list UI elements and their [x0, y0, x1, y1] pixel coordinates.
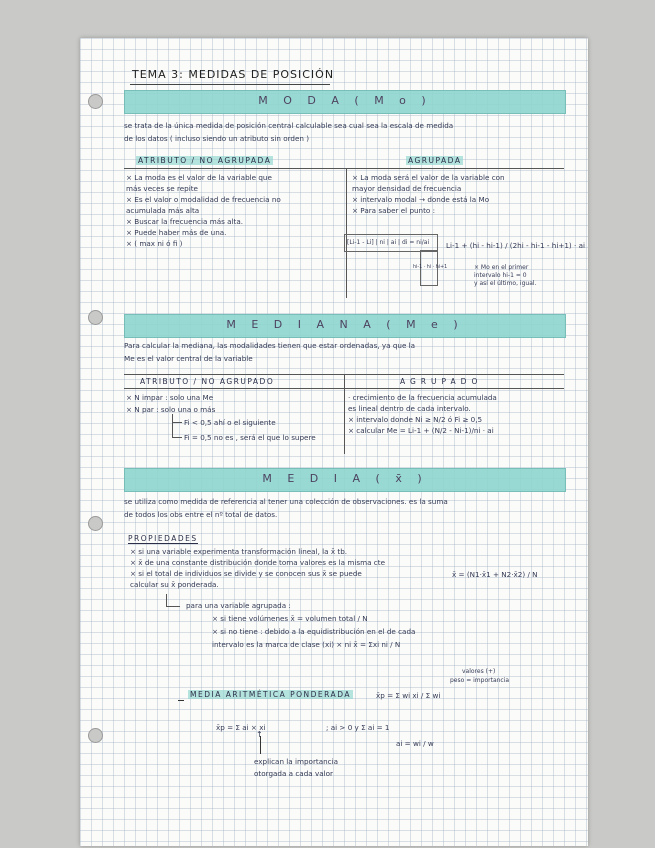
- binder-hole: [88, 94, 103, 109]
- mediana-banner: [124, 314, 566, 338]
- arrow-up-icon: ↑: [256, 730, 263, 739]
- pond-condition: ; ai > 0 y Σ ai = 1: [326, 723, 390, 732]
- binder-hole: [88, 728, 103, 743]
- pond-note: peso = importancia: [450, 677, 510, 684]
- moda-left-item: × Es el valor o modalidad de frecuencia no: [126, 195, 281, 204]
- moda-left-heading: [136, 156, 273, 165]
- moda-right-item: mayor densidad de frecuencia: [352, 184, 462, 193]
- mediana-branch: Fi = 0,5 no es , será el que lo supere: [184, 433, 316, 442]
- pond-weight: ai = wi / w: [396, 739, 434, 748]
- pond-formula-2: x̄p = Σ ai × xi: [216, 723, 266, 732]
- branch-line: [172, 422, 182, 423]
- pond-heading: [188, 690, 353, 699]
- binder-hole: [88, 310, 103, 325]
- media-def-line1: se utiliza como medida de referencia al tener una colección de observaciones. es la suma: [124, 497, 448, 506]
- moda-left-list: [126, 172, 281, 249]
- branch-line: [166, 594, 167, 606]
- page-title: TEMA 3: MEDIDAS DE POSICIÓN: [132, 68, 335, 81]
- mediana-right-item: es lineal dentro de cada intervalo.: [348, 404, 471, 413]
- propiedad-item: calcular su x̄ ponderada.: [130, 580, 219, 589]
- pond-heading-text: MEDIA ARITMÉTICA PONDERADA: [190, 690, 351, 699]
- mediana-column-divider: [344, 374, 345, 454]
- moda-def-line2: de los datos ( incluso siendo un atributo sin orden ): [124, 134, 310, 143]
- moda-note: intervalo hi-1 = 0: [474, 272, 527, 279]
- mediana-banner-text: M E D I A N A ( M e ): [226, 318, 464, 331]
- mediana-right-item: × intervalo donde Ni ≥ N/2 ó Fi ≥ 0,5: [348, 415, 483, 424]
- moda-freq-table-head-text: [Li-1 - Li] | ni | ai | di = ni/ai: [347, 239, 430, 246]
- moda-left-item: acumulada más alta: [126, 206, 200, 215]
- media-banner: [124, 468, 566, 492]
- moda-right-heading-text: AGRUPADA: [408, 156, 462, 165]
- moda-column-divider: [346, 168, 347, 298]
- mediana-def-line1: Para calcular la mediana, las modalidades tienen que estar ordenadas, ya que la: [124, 341, 416, 350]
- agrupada-item: intervalo es la marca de clase (xi) × ni x̄ = Σxi ni / N: [212, 640, 401, 649]
- moda-formula: Li-1 + (hi - hi-1) / (2hi - hi-1 - hi+1) · ai: [446, 241, 585, 250]
- moda-left-item: × ( max ni ó fi ): [126, 239, 183, 248]
- moda-left-item: más veces se repite: [126, 184, 198, 193]
- mediana-def-line2: Me es el valor central de la variable: [124, 354, 253, 363]
- arrow-note: otorgada a cada valor: [254, 769, 333, 778]
- media-def-line2: de todos los obs entre el nº total de datos.: [124, 510, 278, 519]
- mediana-branch: Fi < 0,5 ahí o el siguiente: [184, 418, 276, 427]
- moda-right-item: × Para saber el punto :: [352, 206, 436, 215]
- arrow-note: explican la importancia: [254, 757, 339, 766]
- mediana-right-heading: AGRUPADO: [400, 377, 483, 386]
- moda-left-item: × Puede haber más de una.: [126, 228, 227, 237]
- binder-hole: [88, 516, 103, 531]
- moda-banner: [124, 90, 566, 114]
- moda-left-heading-text: ATRIBUTO / NO AGRUPADA: [138, 156, 272, 165]
- moda-right-heading: [406, 156, 463, 165]
- title-underline: [130, 84, 330, 85]
- moda-freq-table-rows: hi-1 · hi · hi+1: [413, 264, 448, 270]
- pond-note: valores (+): [462, 668, 496, 675]
- moda-note: × Mo en el primer: [474, 264, 529, 271]
- pond-heading-line: [178, 700, 184, 701]
- propiedad-item: × x̄ de una constante distribución donde toma valores es la misma cte: [130, 558, 385, 567]
- branch-line: [172, 437, 182, 438]
- mediana-right-item: × calcular Me = Li-1 + (N/2 - Ni-1)/ni · ai: [348, 426, 494, 435]
- moda-right-list: [352, 172, 505, 216]
- agrupada-heading: para una variable agrupada :: [186, 601, 291, 610]
- moda-banner-text: M O D A ( M o ): [258, 94, 432, 107]
- propiedad-item: × si una variable experimenta transformación lineal, la x̄ tb.: [130, 547, 348, 556]
- moda-def-line1: se trata de la única medida de posición central calculable sea cual sea la escala de medida: [124, 121, 454, 130]
- moda-left-item: × Buscar la frecuencia más alta.: [126, 217, 244, 226]
- moda-left-item: × La moda es el valor de la variable que: [126, 173, 272, 182]
- propiedades-list: [130, 546, 385, 590]
- branch-line: [166, 606, 180, 607]
- moda-note: y así el último, igual.: [474, 280, 537, 287]
- notebook-page: [80, 38, 588, 846]
- moda-right-item: × intervalo modal → donde está la Mo: [352, 195, 490, 204]
- mediana-left-item: × N impar : solo una Me: [126, 393, 214, 402]
- mediana-left-heading: ATRIBUTO / NO AGRUPADO: [140, 377, 275, 386]
- agrupada-item: × si no tiene : debido a la equidistribución en el de cada: [212, 627, 416, 636]
- pond-formula: x̄p = Σ wi xi / Σ wi: [376, 691, 441, 700]
- moda-divider: [124, 168, 564, 169]
- propiedad-item: × si el total de individuos se divide y se conocen sus x̄ se puede: [130, 569, 362, 578]
- agrupada-item: × si tiene volúmenes x̄ = volumen total / N: [212, 614, 368, 623]
- moda-right-item: × La moda será el valor de la variable con: [352, 173, 505, 182]
- media-banner-text: M E D I A ( x̄ ): [262, 472, 428, 485]
- mediana-right-list: [348, 392, 497, 436]
- ponderada-formula: x̄ = (N1·x̄1 + N2·x̄2) / N: [452, 570, 538, 579]
- mediana-left-item: × N par : solo una o más: [126, 405, 216, 414]
- mediana-right-item: · crecimiento de la frecuencia acumulada: [348, 393, 497, 402]
- branch-line: [172, 414, 173, 438]
- propiedades-heading: PROPIEDADES: [128, 534, 198, 543]
